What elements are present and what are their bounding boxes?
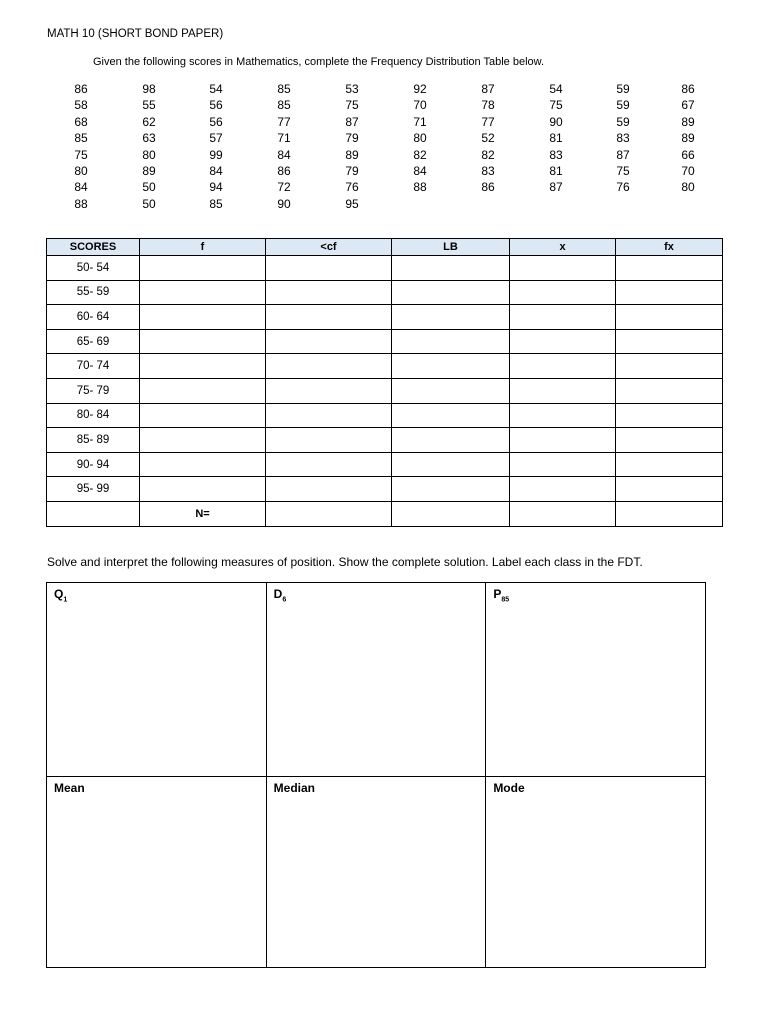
score-value: 86: [74, 82, 88, 96]
cell-f[interactable]: [140, 280, 266, 305]
box-p85[interactable]: [486, 583, 706, 777]
cell-fx[interactable]: [616, 354, 723, 379]
score-value: 92: [413, 82, 427, 96]
score-column: [658, 81, 718, 196]
score-value: 70: [413, 98, 427, 113]
score-value: 85: [277, 98, 291, 113]
score-value: 89: [142, 163, 156, 178]
fdt-row: [47, 378, 723, 403]
frequency-distribution-table: [46, 238, 723, 527]
total-cell[interactable]: [47, 501, 140, 526]
class-interval: 65- 69: [47, 329, 140, 354]
fdt-row: [47, 305, 723, 330]
score-value: 63: [142, 131, 156, 146]
n-label: N=: [140, 501, 266, 526]
cell-fx[interactable]: [616, 329, 723, 354]
score-column: [458, 81, 518, 196]
label-q1: $Q_1$: [54, 587, 68, 604]
score-value: 87: [549, 180, 563, 195]
score-value: 68: [74, 114, 88, 129]
cell-fx[interactable]: [616, 403, 723, 428]
score-value: 76: [345, 180, 359, 195]
total-cell[interactable]: [266, 501, 392, 526]
score-value: 66: [681, 147, 695, 162]
score-value: 80: [681, 180, 695, 195]
cell-x[interactable]: [510, 354, 616, 379]
score-value: 75: [74, 147, 88, 162]
score-value: 89: [681, 114, 695, 129]
class-interval: 70- 74: [47, 354, 140, 379]
score-column: [186, 81, 246, 212]
score-value: 59: [616, 114, 630, 129]
class-interval: 85- 89: [47, 428, 140, 453]
score-value: 62: [142, 114, 156, 129]
cell-x[interactable]: [510, 305, 616, 330]
fdt-row: [47, 354, 723, 379]
cell-fx[interactable]: [616, 428, 723, 453]
cell-fx[interactable]: [616, 378, 723, 403]
score-value: 75: [616, 163, 630, 178]
label-mode: Mode: [493, 781, 525, 796]
score-value: 86: [681, 82, 695, 96]
score-value: 84: [209, 163, 223, 178]
cell-f[interactable]: [140, 305, 266, 330]
fdt-row: [47, 256, 723, 281]
box-mode[interactable]: [486, 777, 706, 968]
score-value: 67: [681, 98, 695, 113]
fdt-row: [47, 477, 723, 502]
header-f: f: [140, 239, 266, 256]
score-value: 81: [549, 163, 563, 178]
score-value: 81: [549, 131, 563, 146]
header-fx: fx: [616, 239, 723, 256]
label-p85: $P_{85}$: [493, 587, 510, 604]
score-value: 86: [277, 163, 291, 178]
cell-f[interactable]: [140, 477, 266, 502]
score-value: 99: [209, 147, 223, 162]
score-value: 85: [209, 196, 223, 211]
score-value: 95: [345, 196, 359, 211]
score-value: 84: [413, 163, 427, 178]
score-value: 57: [209, 131, 223, 146]
header-x: x: [510, 239, 616, 256]
class-interval: 75- 79: [47, 378, 140, 403]
cell-cf[interactable]: [266, 452, 392, 477]
cell-fx[interactable]: [616, 256, 723, 281]
scores-grid: [0, 81, 768, 211]
score-column: [322, 81, 382, 212]
score-value: 85: [277, 82, 291, 96]
score-value: 83: [549, 147, 563, 162]
score-value: 90: [277, 196, 291, 211]
class-interval: 90- 94: [47, 452, 140, 477]
score-value: 86: [481, 180, 495, 195]
cell-cf[interactable]: [266, 329, 392, 354]
score-value: 77: [277, 114, 291, 129]
score-value: 85: [74, 131, 88, 146]
score-value: 59: [616, 82, 630, 96]
score-value: 71: [413, 114, 427, 129]
cell-f[interactable]: [140, 428, 266, 453]
score-value: 53: [345, 82, 359, 96]
score-value: 88: [74, 196, 88, 211]
box-d6[interactable]: [266, 583, 486, 777]
class-interval: 80- 84: [47, 403, 140, 428]
header-scores: SCORES: [47, 239, 140, 256]
fdt-row: [47, 329, 723, 354]
label-median: Median: [273, 781, 315, 796]
cell-f[interactable]: [140, 329, 266, 354]
cell-cf[interactable]: [266, 354, 392, 379]
score-column: [254, 81, 314, 212]
document-title: MATH 10 (SHORT BOND PAPER): [47, 28, 224, 40]
score-value: 80: [413, 131, 427, 146]
cell-f[interactable]: [140, 354, 266, 379]
cell-fx[interactable]: [616, 280, 723, 305]
score-value: 89: [681, 131, 695, 146]
box-q1[interactable]: [47, 583, 267, 777]
box-mean[interactable]: [47, 777, 267, 968]
score-value: 56: [209, 114, 223, 129]
score-value: 76: [616, 180, 630, 195]
score-value: 94: [209, 180, 223, 195]
score-value: 98: [142, 82, 156, 96]
cell-lb[interactable]: [392, 256, 510, 281]
score-column: [390, 81, 450, 196]
score-column: [119, 81, 179, 212]
cell-lb[interactable]: [392, 477, 510, 502]
score-value: 55: [142, 98, 156, 113]
cell-f[interactable]: [140, 403, 266, 428]
score-value: 54: [549, 82, 563, 96]
cell-x[interactable]: [510, 329, 616, 354]
score-value: 75: [549, 98, 563, 113]
score-value: 90: [549, 114, 563, 129]
label-d6: $D_6$: [273, 587, 287, 604]
cell-lb[interactable]: [392, 428, 510, 453]
fdt-row: [47, 280, 723, 305]
solution-boxes: [46, 582, 706, 968]
class-interval: 50- 54: [47, 256, 140, 281]
score-value: 70: [681, 163, 695, 178]
cell-f[interactable]: [140, 378, 266, 403]
score-value: 56: [209, 98, 223, 113]
score-value: 79: [345, 131, 359, 146]
score-value: 87: [616, 147, 630, 162]
score-value: 87: [345, 114, 359, 129]
cell-x[interactable]: [510, 280, 616, 305]
cell-lb[interactable]: [392, 280, 510, 305]
fdt-row: [47, 428, 723, 453]
cell-x[interactable]: [510, 428, 616, 453]
cell-lb[interactable]: [392, 354, 510, 379]
cell-x[interactable]: [510, 256, 616, 281]
class-interval: 55- 59: [47, 280, 140, 305]
cell-lb[interactable]: [392, 378, 510, 403]
header-cf: <cf: [266, 239, 392, 256]
cell-cf[interactable]: [266, 428, 392, 453]
score-column: [526, 81, 586, 196]
score-value: 77: [481, 114, 495, 129]
cell-cf[interactable]: [266, 477, 392, 502]
score-value: 50: [142, 180, 156, 195]
cell-fx[interactable]: [616, 305, 723, 330]
cell-x[interactable]: [510, 403, 616, 428]
score-value: 71: [277, 131, 291, 146]
fdt-header-row: [47, 239, 723, 256]
cell-f[interactable]: [140, 452, 266, 477]
class-interval: 60- 64: [47, 305, 140, 330]
score-value: 89: [345, 147, 359, 162]
cell-f[interactable]: [140, 256, 266, 281]
score-value: 84: [74, 180, 88, 195]
score-value: 82: [413, 147, 427, 162]
cell-cf[interactable]: [266, 378, 392, 403]
score-column: [51, 81, 111, 212]
solve-instructions: Solve and interpret the following measures of position. Show the complete solution. Label each class in the FDT.: [47, 555, 643, 569]
cell-lb[interactable]: [392, 305, 510, 330]
score-value: 88: [413, 180, 427, 195]
score-column: [593, 81, 653, 196]
cell-lb[interactable]: [392, 403, 510, 428]
total-cell[interactable]: [616, 501, 723, 526]
total-cell[interactable]: [510, 501, 616, 526]
label-mean: Mean: [54, 781, 85, 796]
cell-fx[interactable]: [616, 477, 723, 502]
fdt-row: [47, 403, 723, 428]
cell-lb[interactable]: [392, 329, 510, 354]
score-value: 84: [277, 147, 291, 162]
score-value: 78: [481, 98, 495, 113]
score-value: 54: [209, 82, 223, 96]
score-value: 75: [345, 98, 359, 113]
score-value: 83: [481, 163, 495, 178]
cell-fx[interactable]: [616, 452, 723, 477]
cell-x[interactable]: [510, 477, 616, 502]
score-value: 82: [481, 147, 495, 162]
score-value: 79: [345, 163, 359, 178]
cell-x[interactable]: [510, 452, 616, 477]
score-value: 87: [481, 82, 495, 96]
score-value: 50: [142, 196, 156, 211]
score-value: 59: [616, 98, 630, 113]
header-lb: LB: [392, 239, 510, 256]
score-value: 80: [142, 147, 156, 162]
cell-x[interactable]: [510, 378, 616, 403]
total-cell[interactable]: [392, 501, 510, 526]
score-value: 58: [74, 98, 88, 113]
fdt-row: [47, 452, 723, 477]
fdt-total-row: [47, 501, 723, 526]
cell-lb[interactable]: [392, 452, 510, 477]
score-value: 80: [74, 163, 88, 178]
cell-cf[interactable]: [266, 256, 392, 281]
cell-cf[interactable]: [266, 403, 392, 428]
cell-cf[interactable]: [266, 280, 392, 305]
instructions: Given the following scores in Mathematics, complete the Frequency Distribution Table below.: [93, 56, 545, 68]
box-median[interactable]: [266, 777, 486, 968]
class-interval: 95- 99: [47, 477, 140, 502]
cell-cf[interactable]: [266, 305, 392, 330]
score-value: 52: [481, 131, 495, 146]
score-value: 83: [616, 131, 630, 146]
score-value: 72: [277, 180, 291, 195]
